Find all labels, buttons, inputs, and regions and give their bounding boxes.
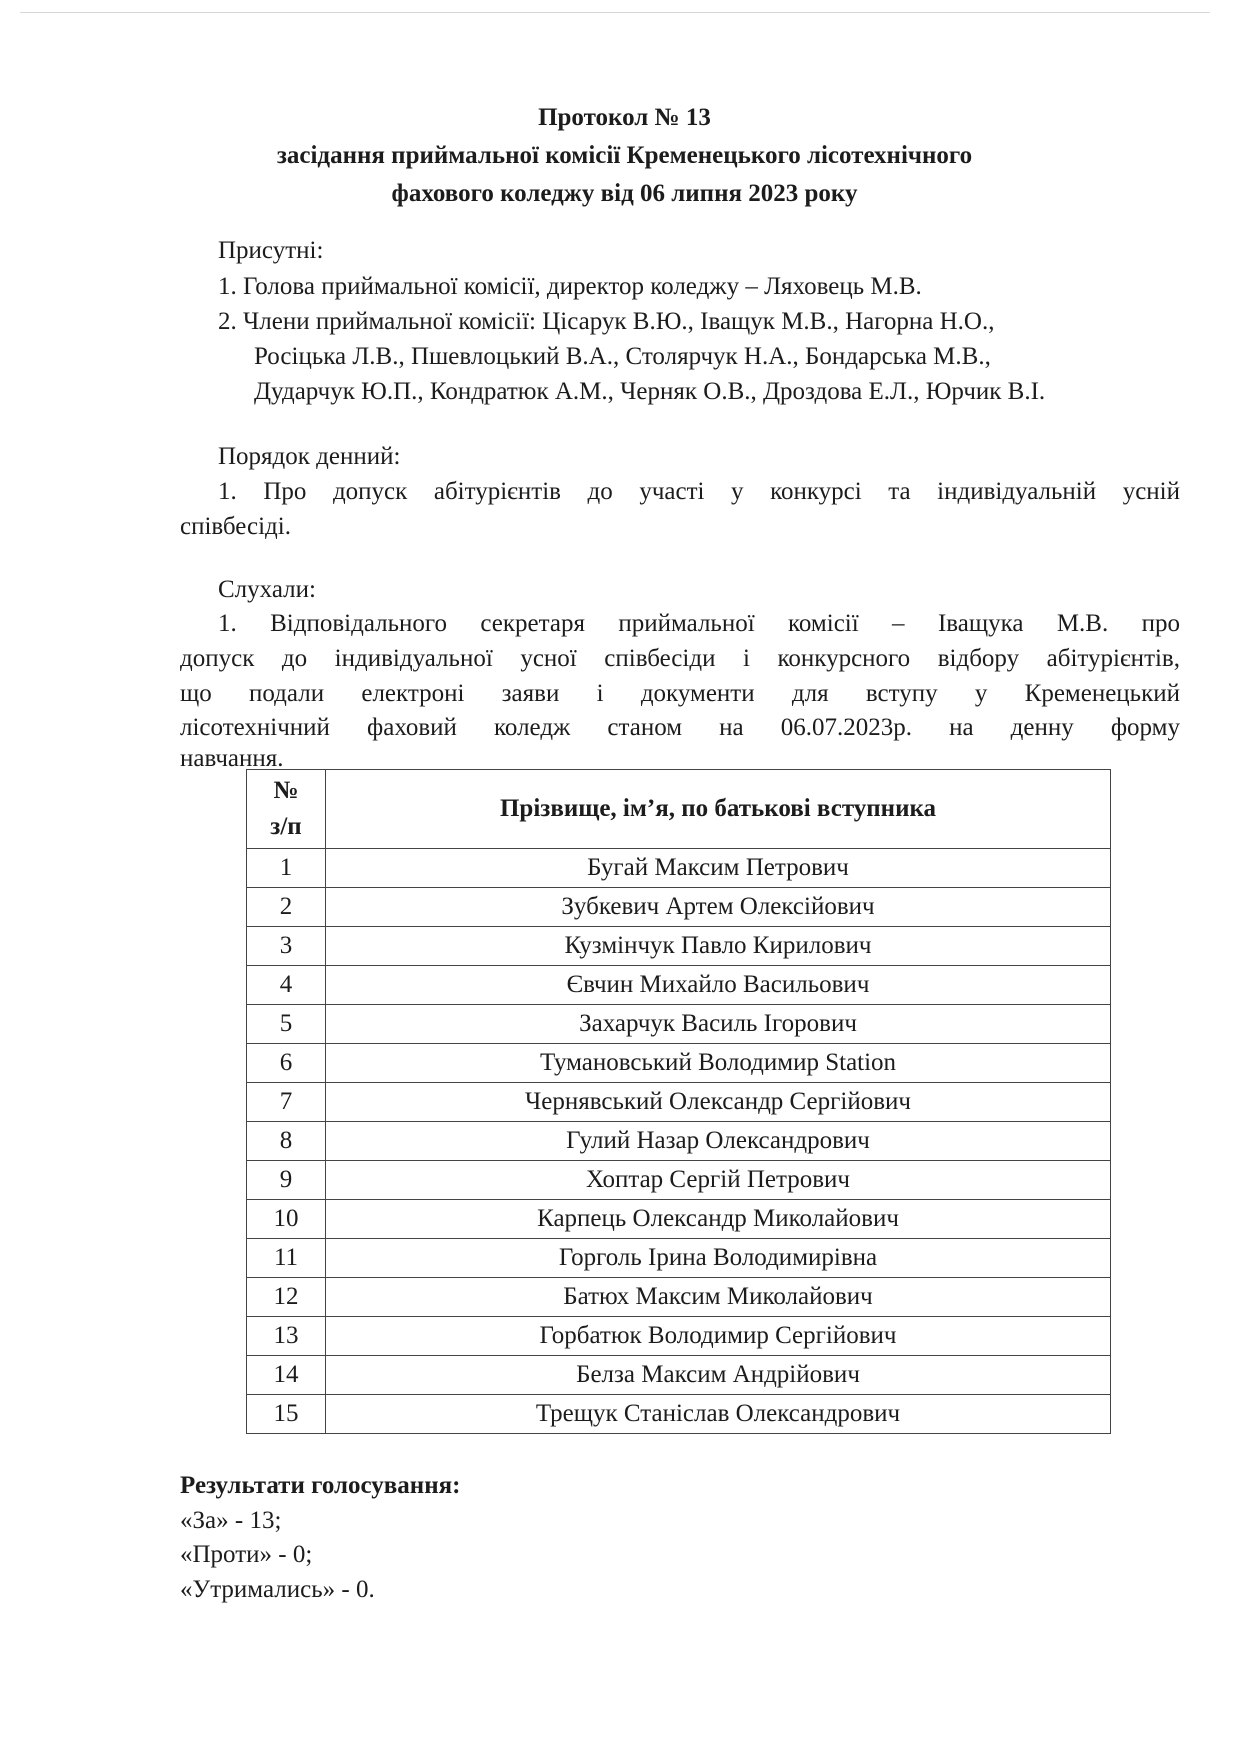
present-item-2-line1: 2. Члени приймальної комісії: Цісарук В.Ю., Іващук М.В., Нагорна Н.О., bbox=[218, 308, 995, 335]
row-number: 4 bbox=[247, 966, 326, 1005]
protocol-subtitle-line1: засідання приймальної комісії Кременецького лісотехнічного bbox=[276, 142, 973, 169]
row-name: Батюх Максим Миколайович bbox=[326, 1278, 1111, 1317]
row-name: Євчин Михайло Васильович bbox=[326, 966, 1111, 1005]
vote-abstained: «Утримались» - 0. bbox=[180, 1576, 375, 1603]
table-row bbox=[247, 1161, 1111, 1200]
table-row bbox=[247, 1356, 1111, 1395]
column-header-number-line1: № bbox=[273, 777, 299, 804]
table-row bbox=[247, 1278, 1111, 1317]
row-number: 3 bbox=[247, 927, 326, 966]
row-number: 15 bbox=[247, 1395, 326, 1434]
present-item-2-line2: Росіцька Л.В., Пшевлоцький В.А., Столярчук Н.А., Бондарська М.В., bbox=[254, 343, 991, 370]
row-number: 5 bbox=[247, 1005, 326, 1044]
row-name: Горголь Ірина Володимирівна bbox=[326, 1239, 1111, 1278]
table-row bbox=[247, 1005, 1111, 1044]
present-label: Присутні: bbox=[218, 237, 324, 264]
agenda-item-1-line2: співбесіді. bbox=[180, 513, 291, 540]
column-header-number-line2: з/п bbox=[270, 813, 302, 840]
heard-line3: що подали електроні заяви і документи для вступу у Кременецький bbox=[180, 680, 1180, 707]
row-number: 2 bbox=[247, 888, 326, 927]
table-row bbox=[247, 1044, 1111, 1083]
row-name: Чернявський Олександр Сергійович bbox=[326, 1083, 1111, 1122]
row-number: 9 bbox=[247, 1161, 326, 1200]
present-item-2-line3: Дударчук Ю.П., Кондратюк А.М., Черняк О.В., Дроздова Е.Л., Юрчик В.І. bbox=[254, 378, 1046, 405]
table-row bbox=[247, 849, 1111, 888]
row-name: Зубкевич Артем Олексійович bbox=[326, 888, 1111, 927]
row-number: 14 bbox=[247, 1356, 326, 1395]
scan-edge-line bbox=[20, 12, 1210, 13]
row-number: 7 bbox=[247, 1083, 326, 1122]
row-number: 10 bbox=[247, 1200, 326, 1239]
table-row bbox=[247, 966, 1111, 1005]
heard-line2: допуск до індивідуальної усної співбесіди і конкурсного відбору абітурієнтів, bbox=[180, 645, 1180, 672]
table-row bbox=[247, 1317, 1111, 1356]
row-number: 13 bbox=[247, 1317, 326, 1356]
row-name: Кузмінчук Павло Кирилович bbox=[326, 927, 1111, 966]
row-number: 6 bbox=[247, 1044, 326, 1083]
row-name: Белза Максим Андрійович bbox=[326, 1356, 1111, 1395]
heard-label: Слухали: bbox=[218, 576, 316, 603]
heard-line1: 1. Відповідального секретаря приймальної комісії – Іващука М.В. про bbox=[218, 610, 1180, 637]
row-name: Карпець Олександр Миколайович bbox=[326, 1200, 1111, 1239]
row-name: Захарчук Василь Ігорович bbox=[326, 1005, 1111, 1044]
column-header-number bbox=[247, 770, 326, 849]
table-row bbox=[247, 1200, 1111, 1239]
table-row bbox=[247, 1122, 1111, 1161]
vote-for: «За» - 13; bbox=[180, 1507, 282, 1534]
vote-against: «Проти» - 0; bbox=[180, 1541, 313, 1568]
row-number: 11 bbox=[247, 1239, 326, 1278]
row-number: 1 bbox=[247, 849, 326, 888]
column-header-name: Прізвище, ім’я, по батькові вступника bbox=[326, 770, 1111, 849]
present-item-1: 1. Голова приймальної комісії, директор коледжу – Ляховець М.В. bbox=[218, 273, 922, 300]
row-name: Трещук Станіслав Олександрович bbox=[326, 1395, 1111, 1434]
row-number: 8 bbox=[247, 1122, 326, 1161]
table-row bbox=[247, 1083, 1111, 1122]
agenda-label: Порядок денний: bbox=[218, 443, 401, 470]
table-row bbox=[247, 1239, 1111, 1278]
protocol-subtitle-line2: фахового коледжу від 06 липня 2023 року bbox=[391, 180, 858, 207]
heard-line4: лісотехнічний фаховий коледж станом на 06.07.2023р. на денну форму bbox=[180, 714, 1180, 741]
table-row bbox=[247, 1395, 1111, 1434]
table-row bbox=[247, 927, 1111, 966]
table-row bbox=[247, 888, 1111, 927]
row-name: Горбатюк Володимир Сергійович bbox=[326, 1317, 1111, 1356]
row-name: Бугай Максим Петрович bbox=[326, 849, 1111, 888]
row-name: Хоптар Сергій Петрович bbox=[326, 1161, 1111, 1200]
row-number: 12 bbox=[247, 1278, 326, 1317]
row-name: Тумановський Володимир Station bbox=[326, 1044, 1111, 1083]
applicants-table bbox=[246, 769, 1111, 1434]
protocol-title: Протокол № 13 bbox=[538, 104, 711, 131]
voting-results-label: Результати голосування: bbox=[180, 1472, 461, 1499]
table-header-row bbox=[247, 770, 1111, 849]
agenda-item-1-line1: 1. Про допуск абітурієнтів до участі у конкурсі та індивідуальній усній bbox=[218, 478, 1180, 505]
heard-line5: навчання. bbox=[180, 745, 284, 772]
row-name: Гулий Назар Олександрович bbox=[326, 1122, 1111, 1161]
